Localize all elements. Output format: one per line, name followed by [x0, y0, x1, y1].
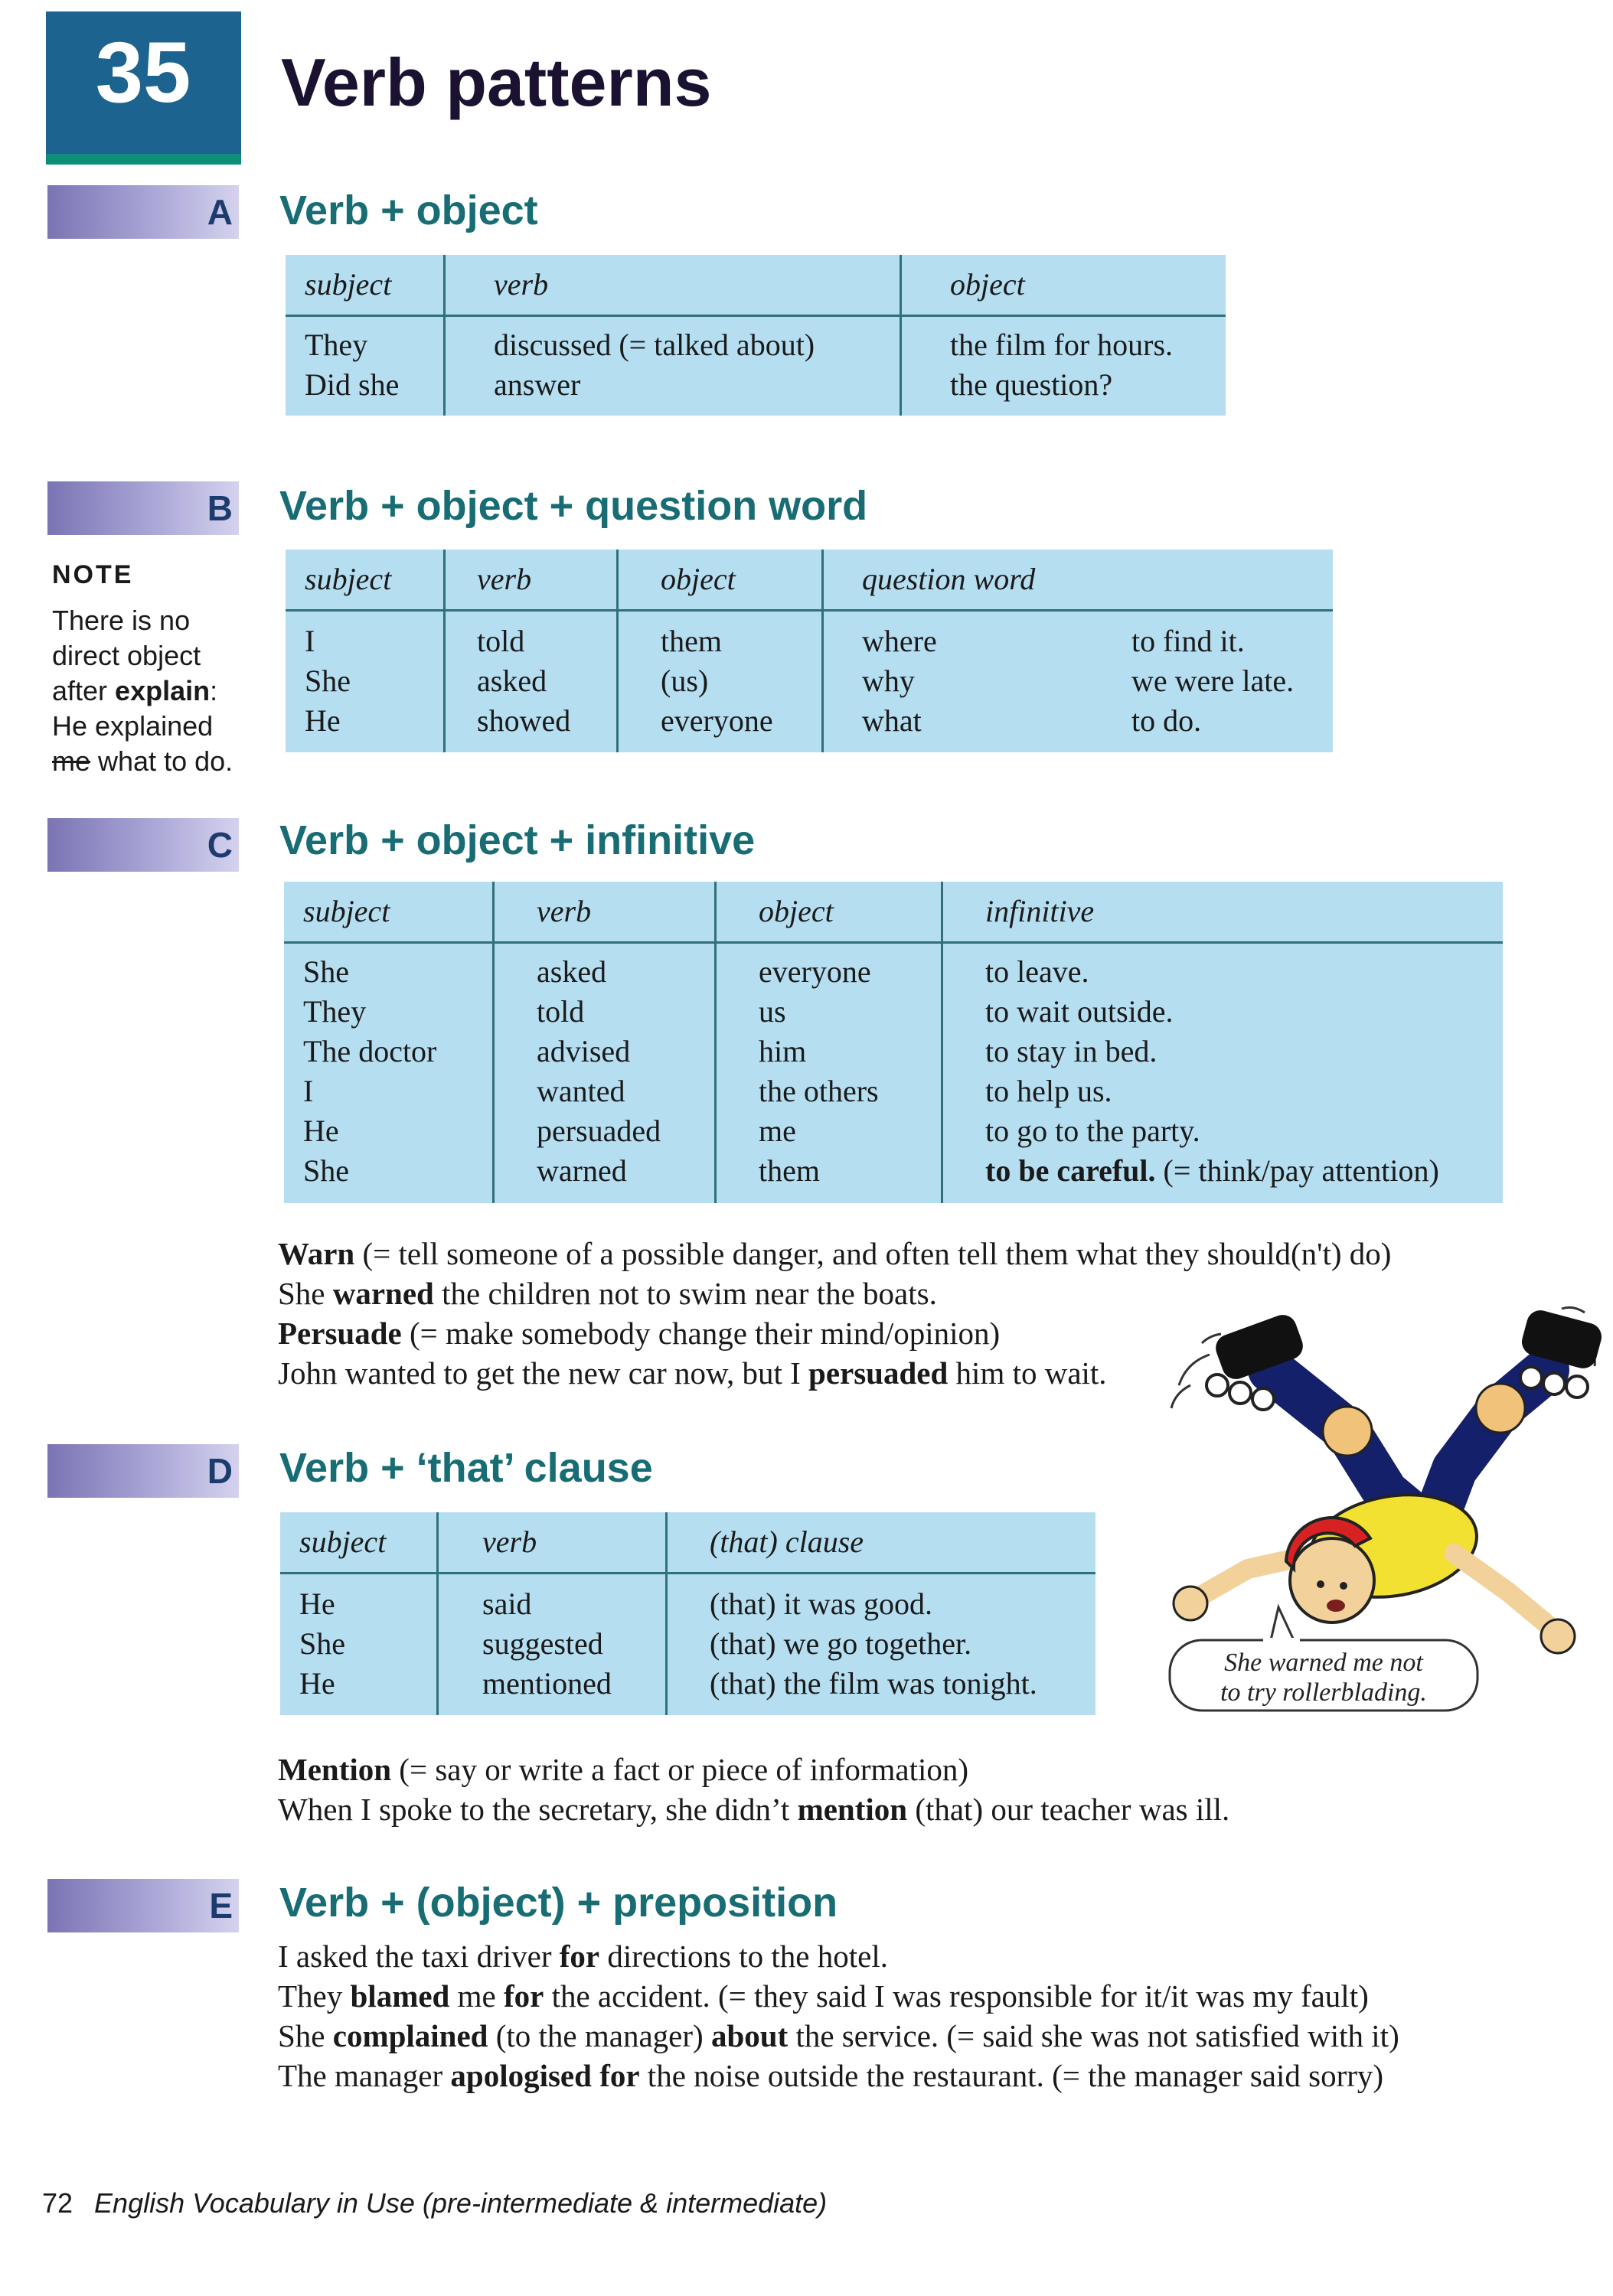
- table-cell: to find it.: [1131, 624, 1245, 658]
- table-divider: [941, 882, 943, 1203]
- section-c-marker: [47, 818, 239, 872]
- speech-bubble-tail: [1271, 1607, 1294, 1640]
- table-cell: to go to the party.: [985, 1114, 1200, 1148]
- table-cell: She: [305, 664, 351, 698]
- page-number: 72: [42, 2187, 73, 2219]
- table-cell: They: [303, 994, 367, 1029]
- table-header: verb: [477, 562, 532, 596]
- table-cell: (us): [661, 664, 709, 698]
- table-cell: told: [477, 624, 525, 658]
- table-header: subject: [305, 267, 392, 302]
- table-cell: I: [303, 1074, 314, 1108]
- illustration-caption: She warned me not: [1224, 1649, 1423, 1677]
- table-cell: She: [303, 1153, 349, 1188]
- table-cell: (that) we go together.: [710, 1626, 972, 1661]
- table-cell: them: [759, 1153, 820, 1188]
- table-cell: showed: [477, 703, 571, 738]
- table-cell: the others: [759, 1074, 879, 1108]
- table-header: subject: [303, 894, 390, 928]
- table-cell: wanted: [537, 1074, 625, 1108]
- table-cell: discussed (= talked about): [494, 328, 815, 362]
- right-hand: [1541, 1619, 1575, 1653]
- example-warn: She warned the children not to swim near the boats.: [278, 1276, 937, 1311]
- right-skate: [1519, 1307, 1605, 1397]
- table-header: (that) clause: [710, 1525, 864, 1559]
- example-line: They blamed me for the accident. (= they said I was responsible for it/it was my fault): [278, 1978, 1369, 2014]
- table-cell: asked: [537, 954, 607, 989]
- example-mention: When I spoke to the secretary, she didn’t mention (that) our teacher was ill.: [278, 1792, 1230, 1827]
- table-header: subject: [305, 562, 392, 596]
- table-verb-object-question-word: [286, 550, 1333, 752]
- table-divider: [665, 1512, 668, 1715]
- table-verb-object: [286, 255, 1226, 416]
- left-hand: [1174, 1587, 1207, 1620]
- table-cell: to wait outside.: [985, 994, 1174, 1029]
- table-cell: me: [759, 1114, 796, 1148]
- table-cell: everyone: [661, 703, 773, 738]
- table-cell: said: [482, 1587, 532, 1621]
- example-line: She complained (to the manager) about the service. (= said she was not satisfied with it): [278, 2018, 1399, 2053]
- table-cell: told: [537, 994, 585, 1029]
- table-verb-that-clause: [280, 1512, 1095, 1715]
- table-cell: us: [759, 994, 786, 1029]
- table-cell: them: [661, 624, 722, 658]
- table-cell: I: [305, 624, 315, 658]
- section-b-marker: [47, 481, 239, 535]
- example-persuade: John wanted to get the new car now, but I persuaded him to wait.: [278, 1355, 1107, 1391]
- table-rule: [280, 1572, 1095, 1574]
- table-cell: They: [305, 328, 368, 362]
- note-text: me what to do.: [52, 745, 233, 777]
- section-d-title: Verb + ‘that’ clause: [279, 1445, 653, 1491]
- note-text: direct object: [52, 640, 201, 671]
- table-cell: everyone: [759, 954, 871, 989]
- section-e-letter: E: [209, 1886, 233, 1926]
- table-cell: He: [299, 1666, 335, 1701]
- definition-persuade: Persuade (= make somebody change their mind/opinion): [278, 1316, 1001, 1351]
- table-cell: He: [303, 1114, 339, 1148]
- right-arm: [1455, 1554, 1554, 1630]
- table-header: verb: [537, 894, 592, 928]
- table-cell: to stay in bed.: [985, 1034, 1158, 1068]
- table-cell: answer: [494, 367, 581, 402]
- table-cell: warned: [537, 1153, 627, 1188]
- note-label: NOTE: [52, 560, 134, 589]
- table-cell: (that) it was good.: [710, 1587, 933, 1621]
- section-e-marker: [47, 1879, 239, 1932]
- table-divider: [714, 882, 717, 1203]
- section-c-letter: C: [207, 825, 233, 865]
- table-header: object: [950, 267, 1025, 302]
- definition-mention: Mention (= say or write a fact or piece of information): [278, 1752, 969, 1787]
- table-cell: She: [303, 954, 349, 989]
- page-footer: [42, 2187, 827, 2219]
- section-d-marker: [47, 1444, 239, 1498]
- table-divider: [900, 255, 902, 416]
- table-rule: [286, 315, 1226, 317]
- table-divider: [821, 550, 824, 752]
- example-line: The manager apologised for the noise outside the restaurant. (= the manager said sorry): [278, 2058, 1384, 2093]
- table-cell: advised: [537, 1034, 631, 1068]
- table-cell: him: [759, 1034, 807, 1068]
- table-divider: [436, 1512, 439, 1715]
- book-title: English Vocabulary in Use (pre-intermediate & intermediate): [94, 2187, 828, 2219]
- illustration-caption: to try rollerblading.: [1220, 1678, 1427, 1707]
- table-cell: to help us.: [985, 1074, 1112, 1108]
- table-cell: to leave.: [985, 954, 1089, 989]
- table-rule: [284, 941, 1503, 944]
- table-cell: suggested: [482, 1626, 603, 1661]
- table-divider: [443, 255, 446, 416]
- table-cell: She: [299, 1626, 345, 1661]
- table-divider: [443, 550, 446, 752]
- knee-pad: [1476, 1384, 1525, 1433]
- table-header: verb: [494, 267, 549, 302]
- table-divider: [492, 882, 495, 1203]
- table-cell: the question?: [950, 367, 1113, 402]
- table-cell: we were late.: [1131, 664, 1295, 698]
- note-text: He explained: [52, 710, 214, 742]
- table-cell: asked: [477, 664, 547, 698]
- definition-warn: Warn (= tell someone of a possible danger, and often tell them what they should(n't) do): [278, 1236, 1392, 1271]
- table-cell: The doctor: [303, 1034, 437, 1068]
- knee-pad: [1323, 1407, 1372, 1456]
- note-text: after explain:: [52, 675, 218, 706]
- section-b-title: Verb + object + question word: [279, 483, 868, 529]
- table-cell: to be careful. (= think/pay attention): [985, 1153, 1439, 1188]
- table-header: subject: [299, 1525, 387, 1559]
- table-cell: what: [862, 703, 922, 738]
- section-a-letter: A: [207, 192, 233, 232]
- table-cell: where: [862, 624, 937, 658]
- example-line: I asked the taxi driver for directions to the hotel.: [278, 1939, 888, 1974]
- table-cell: the film for hours.: [950, 328, 1174, 362]
- table-header: verb: [482, 1525, 537, 1559]
- table-cell: mentioned: [482, 1666, 612, 1701]
- unit-box-stripe: [46, 154, 241, 165]
- section-a-marker: [47, 185, 239, 239]
- page-title: Verb patterns: [281, 44, 712, 120]
- section-e-title: Verb + (object) + preposition: [279, 1880, 838, 1926]
- table-cell: He: [305, 703, 341, 738]
- table-header: question word: [862, 562, 1036, 596]
- table-header: infinitive: [985, 894, 1095, 928]
- table-header: object: [661, 562, 736, 596]
- table-cell: persuaded: [537, 1114, 661, 1148]
- table-cell: He: [299, 1587, 335, 1621]
- section-b-letter: B: [207, 488, 233, 528]
- table-cell: to do.: [1131, 703, 1202, 738]
- table-header: object: [759, 894, 834, 928]
- section-a-title: Verb + object: [279, 188, 538, 233]
- table-cell: why: [862, 664, 915, 698]
- table-divider: [616, 550, 619, 752]
- note-text: There is no: [52, 605, 191, 636]
- section-d-letter: D: [207, 1451, 233, 1491]
- unit-number: 35: [95, 24, 191, 120]
- rollerblader-illustration: [1164, 1301, 1608, 1760]
- section-c-title: Verb + object + infinitive: [279, 817, 756, 863]
- table-cell: Did she: [305, 367, 400, 402]
- table-cell: (that) the film was tonight.: [710, 1666, 1037, 1701]
- table-verb-object-infinitive: [284, 882, 1503, 1203]
